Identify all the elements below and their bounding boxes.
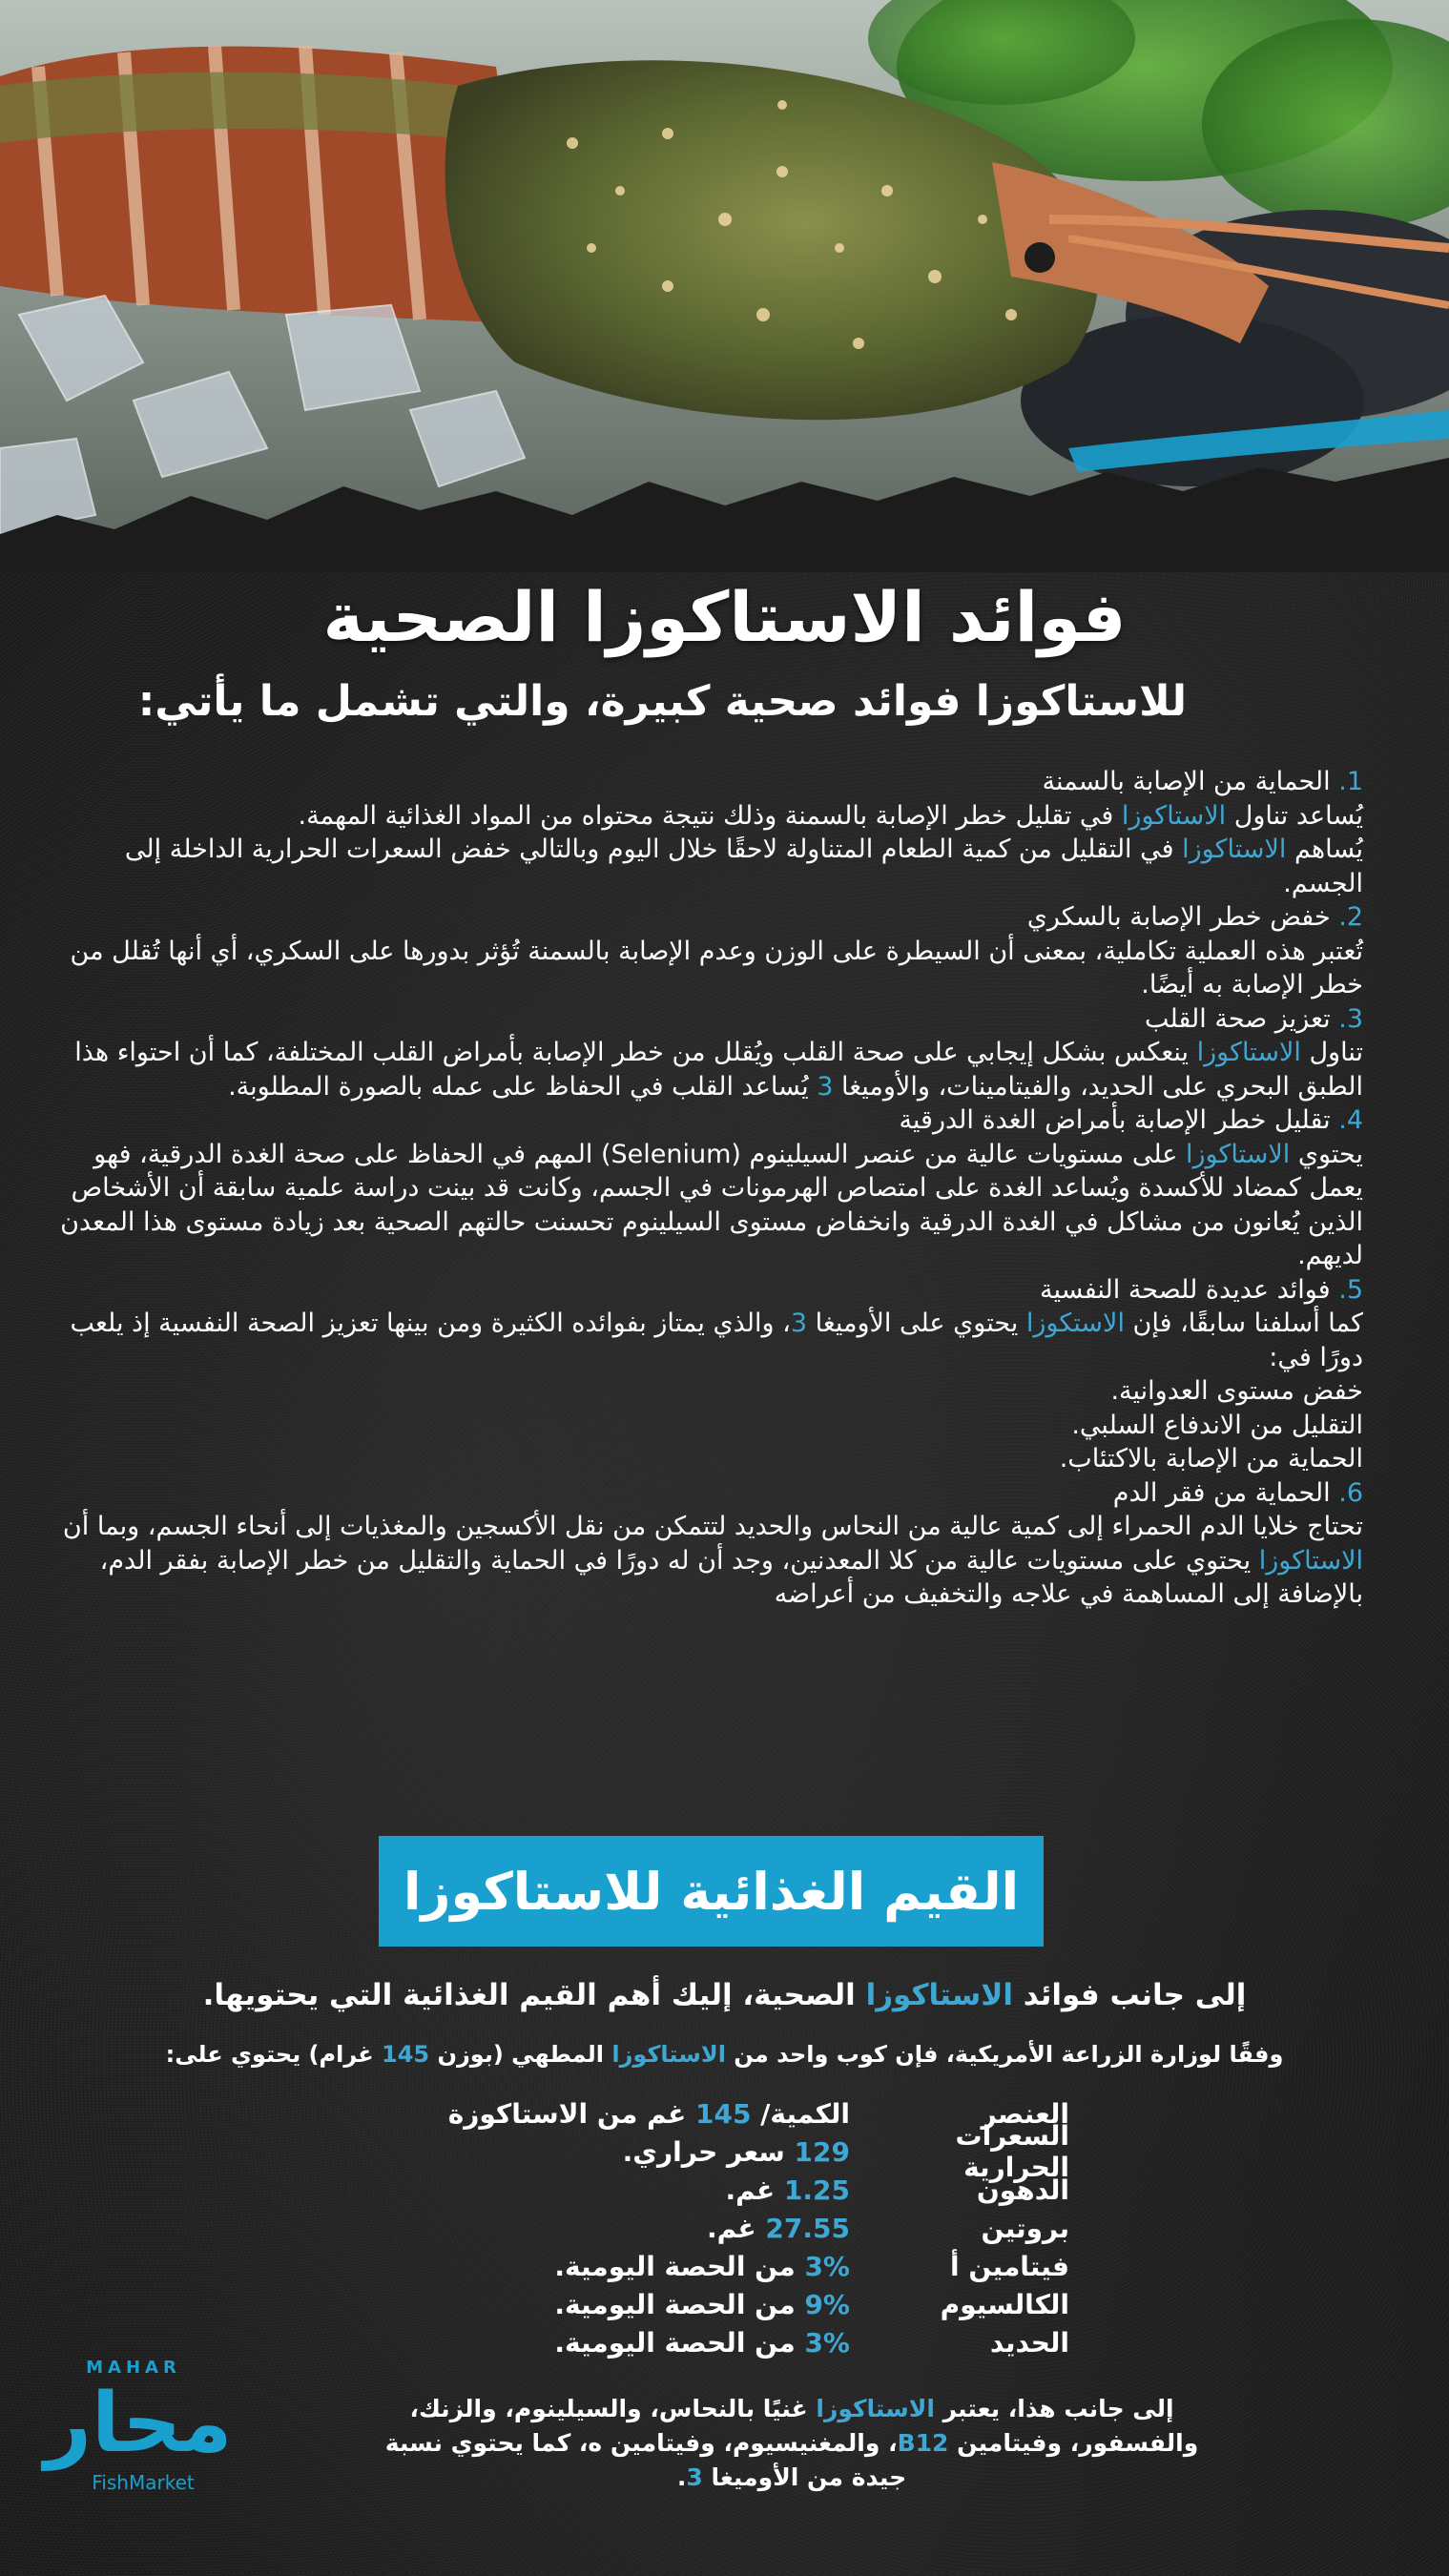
benefit-heading-text: تقليل خطر الإصابة بأمراض الغدة الدرقية bbox=[899, 1105, 1339, 1135]
table-row bbox=[316, 2247, 1069, 2285]
benefit-paragraph bbox=[52, 1510, 1363, 1612]
benefit-heading-text: الحماية من الإصابة بالسمنة bbox=[1042, 767, 1339, 796]
text-segment: . bbox=[676, 2463, 687, 2491]
text-segment: غم. bbox=[706, 2212, 766, 2244]
lobster-hero-image bbox=[0, 0, 1449, 572]
text-segment: ، والمغنيسيوم، وفيتامين ه، كما يحتوي نسبة جيدة من الأوميغا bbox=[384, 2429, 907, 2491]
lobster-illustration bbox=[0, 0, 1449, 572]
highlight-text: 145 bbox=[694, 2097, 752, 2130]
nutrient-name: العنصر bbox=[981, 2097, 1069, 2130]
brand-latin: MAHAR bbox=[86, 2358, 181, 2378]
text-segment: من الحصة اليومية. bbox=[554, 2288, 805, 2320]
nutrient-name: فيتامين أ bbox=[949, 2250, 1069, 2282]
nutrient-name: الكالسيوم bbox=[940, 2288, 1069, 2320]
benefit-number: 4. bbox=[1338, 1105, 1363, 1135]
text-segment: في تقليل خطر الإصابة بالسمنة وذلك نتيجة محتواه من المواد الغذائية المهمة. bbox=[298, 800, 1122, 831]
benefit-heading bbox=[52, 1002, 1363, 1037]
text-segment: من الحصة اليومية. bbox=[554, 2326, 805, 2359]
benefit-number: 6. bbox=[1338, 1477, 1363, 1508]
text-segment: يُساعد تناول bbox=[1226, 800, 1363, 831]
text-segment: ينعكس بشكل إيجابي على صحة القلب ويُقلل من خطر الإصابة بأمراض القلب المختلفة، كما أن احتواء هذا الطبق البحري على الحديد، والفيتامينات، والأوميغا bbox=[74, 1038, 1363, 1102]
brand-logo bbox=[38, 2337, 238, 2508]
text-segment: المطهي (بوزن bbox=[429, 2041, 612, 2068]
nutrition-source-note bbox=[0, 2041, 1449, 2068]
text-segment: يحتوي على الأوميغا bbox=[807, 1309, 1026, 1338]
highlight-text: الاستاكوزا bbox=[1196, 1038, 1301, 1067]
brand-arabic: محار bbox=[44, 2376, 233, 2471]
text-segment: إلى جانب هذا، يعتبر bbox=[934, 2395, 1174, 2422]
highlight-text: الاستاكوزا bbox=[816, 2395, 935, 2422]
text-segment: وفقًا لوزارة الزراعة الأمريكية، فإن كوب واحد من bbox=[725, 2041, 1284, 2068]
highlight-text: 27.55 bbox=[765, 2212, 850, 2244]
benefit-heading bbox=[52, 900, 1363, 935]
text-segment: سعر حراري. bbox=[622, 2135, 795, 2168]
text-segment: غنيًا بالنحاس، والسيلينوم، والزنك، والفسفور، وفيتامين bbox=[409, 2395, 1199, 2457]
highlight-text: 9% bbox=[804, 2288, 850, 2320]
nutrient-value bbox=[316, 2251, 850, 2282]
benefit-heading-text: فوائد عديدة للصحة النفسية bbox=[1040, 1274, 1339, 1305]
text-segment: يحتوي على مستويات عالية من كلا المعدنين، وجد أن له دورًا في الحماية والتقليل من خطر الإصابة بفقر الدم، بالإضافة إلى المساهمة في علاجه والتخفيف من أعراضه bbox=[99, 1545, 1363, 1609]
nutrient-value bbox=[316, 2327, 850, 2359]
highlight-text: 3 bbox=[817, 1071, 834, 1102]
text-segment: على مستويات عالية من عنصر السيلينوم (Selenium) المهم في الحفاظ على صحة الغدة الدرقية، فهو يعمل كمضاد للأكسدة ويُساعد الغدة على امتصاص الهرمونات في الجسم، وكانت قد بينت دراسة علمية سابقة أن الأشخاص الذين يُعانون من مشاكل في الغدة الدرقية وانخفاض مستوى السيلينوم تحسنت حالتهم الصحية بعد زيادة مستوى هذا المعدن لديهم. bbox=[60, 1139, 1363, 1270]
nutrition-footer-note bbox=[372, 2392, 1211, 2495]
nutrition-table bbox=[316, 2094, 1069, 2361]
highlight-text: الاستاكوزا bbox=[611, 2041, 726, 2068]
nutrient-name: الدهون bbox=[976, 2174, 1069, 2206]
text-segment: الصحية، إليك أهم القيم الغذائية التي يحتويها. bbox=[202, 1978, 866, 2012]
highlight-text: 3 bbox=[686, 2463, 703, 2491]
nutrition-intro bbox=[0, 1978, 1449, 2012]
text-segment: كما أسلفنا سابقًا، فإن bbox=[1124, 1309, 1363, 1338]
table-row bbox=[316, 2285, 1069, 2323]
brand-tagline: FishMarket bbox=[92, 2471, 195, 2494]
benefit-paragraph bbox=[52, 1409, 1363, 1443]
nutrient-value bbox=[316, 2136, 850, 2168]
highlight-text: الاستاكوزا bbox=[1182, 835, 1287, 864]
benefit-paragraph bbox=[52, 1307, 1363, 1374]
text-segment: تحتاج خلايا الدم الحمراء إلى كمية عالية من النحاس والحديد لتتمكن من نقل الأكسجين والمغذيات إلى أنحاء الجسم، وبما أن bbox=[62, 1512, 1363, 1541]
benefit-number: 3. bbox=[1338, 1003, 1363, 1034]
benefit-number: 5. bbox=[1338, 1274, 1363, 1305]
text-segment: يُساهم bbox=[1286, 835, 1363, 864]
table-row bbox=[316, 2171, 1069, 2209]
highlight-text: 1.25 bbox=[783, 2174, 850, 2206]
highlight-text: 129 bbox=[794, 2135, 850, 2168]
text-segment: تُعتبر هذه العملية تكاملية، بمعنى أن السيطرة على الوزن وعدم الإصابة بالسمنة تُؤثر بدورها على السكري، أي أنها تُقلل من خطر الإصابة به أيضًا. bbox=[70, 936, 1363, 999]
benefit-heading bbox=[52, 1273, 1363, 1308]
highlight-text: الاستاكوزا bbox=[1185, 1139, 1291, 1169]
nutrient-value bbox=[316, 2289, 850, 2320]
nutrient-name: الحديد bbox=[989, 2326, 1069, 2359]
mahar-logo-icon bbox=[38, 2337, 238, 2508]
table-row bbox=[316, 2209, 1069, 2247]
benefit-heading-text: خفض خطر الإصابة بالسكري bbox=[1026, 902, 1339, 932]
benefit-paragraph bbox=[52, 1442, 1363, 1476]
highlight-text: الاستاكوزا bbox=[1121, 800, 1227, 831]
highlight-text: 145 bbox=[382, 2041, 430, 2068]
page-title: فوائد الاستاكوزا الصحية bbox=[322, 577, 1127, 657]
text-segment: ، والذي يمتاز بفوائده الكثيرة ومن بينها تعزيز الصحة النفسية إذ يلعب دورًا في: bbox=[70, 1309, 1363, 1372]
text-segment: غم. bbox=[725, 2174, 784, 2206]
highlight-text: 3% bbox=[804, 2326, 850, 2359]
text-segment: خفض مستوى العدوانية. bbox=[1110, 1376, 1363, 1406]
benefit-heading bbox=[52, 1103, 1363, 1138]
text-segment: التقليل من الاندفاع السلبي. bbox=[1071, 1410, 1363, 1440]
text-segment: من الحصة اليومية. bbox=[554, 2250, 805, 2282]
benefit-heading bbox=[52, 765, 1363, 799]
page-subtitle: للاستاكوزا فوائد صحية كبيرة، والتي تشمل ما يأتي: bbox=[137, 677, 1187, 726]
benefit-paragraph bbox=[52, 935, 1363, 1002]
benefits-list bbox=[52, 765, 1363, 1612]
benefit-paragraph bbox=[52, 1138, 1363, 1273]
benefit-paragraph bbox=[52, 1036, 1363, 1103]
table-row bbox=[316, 2120, 1069, 2183]
benefit-heading-text: تعزيز صحة القلب bbox=[1144, 1003, 1339, 1034]
text-segment: الكمية/ bbox=[751, 2097, 850, 2130]
table-row bbox=[316, 2323, 1069, 2361]
text-segment: غم من الاستاكوزة bbox=[447, 2097, 695, 2130]
text-segment: يحتوي bbox=[1290, 1139, 1363, 1169]
highlight-text: الاستاكوزا bbox=[865, 1978, 1014, 2012]
text-segment: في التقليل من كمية الطعام المتناولة لاحقًا خلال اليوم وبالتالي خفض السعرات الحرارية الداخلة إلى الجسم. bbox=[124, 835, 1363, 898]
nutrient-value bbox=[316, 2213, 850, 2244]
benefit-number: 1. bbox=[1338, 767, 1363, 796]
benefit-heading bbox=[52, 1476, 1363, 1511]
nutrition-badge-label: القيم الغذائية للاستاكوزا bbox=[403, 1861, 1020, 1922]
text-segment: تناول bbox=[1300, 1038, 1363, 1067]
nutrient-name: السعرات الحرارية bbox=[955, 2120, 1069, 2183]
nutrient-value bbox=[316, 2098, 850, 2130]
text-segment: يُساعد القلب في الحفاظ على عمله بالصورة المطلوبة. bbox=[228, 1071, 818, 1102]
highlight-text: الاستاكوزا bbox=[1258, 1545, 1363, 1576]
nutrient-value bbox=[316, 2174, 850, 2206]
nutrient-name: بروتين bbox=[981, 2212, 1069, 2244]
benefit-paragraph bbox=[52, 799, 1363, 834]
highlight-text: 3% bbox=[804, 2250, 850, 2282]
nutrition-badge bbox=[379, 1836, 1044, 1947]
benefit-paragraph bbox=[52, 833, 1363, 900]
text-segment: غرام) يحتوي على: bbox=[165, 2041, 383, 2068]
benefit-number: 2. bbox=[1338, 902, 1363, 932]
highlight-text: 3 bbox=[790, 1309, 808, 1338]
benefit-heading-text: الحماية من فقر الدم bbox=[1112, 1477, 1339, 1508]
highlight-text: الاستكوزا bbox=[1025, 1309, 1125, 1338]
benefit-paragraph bbox=[52, 1374, 1363, 1409]
text-segment: الحماية من الإصابة بالاكتئاب. bbox=[1059, 1444, 1363, 1473]
text-segment: إلى جانب فوائد bbox=[1013, 1978, 1247, 2012]
highlight-text: B12 bbox=[897, 2429, 949, 2457]
